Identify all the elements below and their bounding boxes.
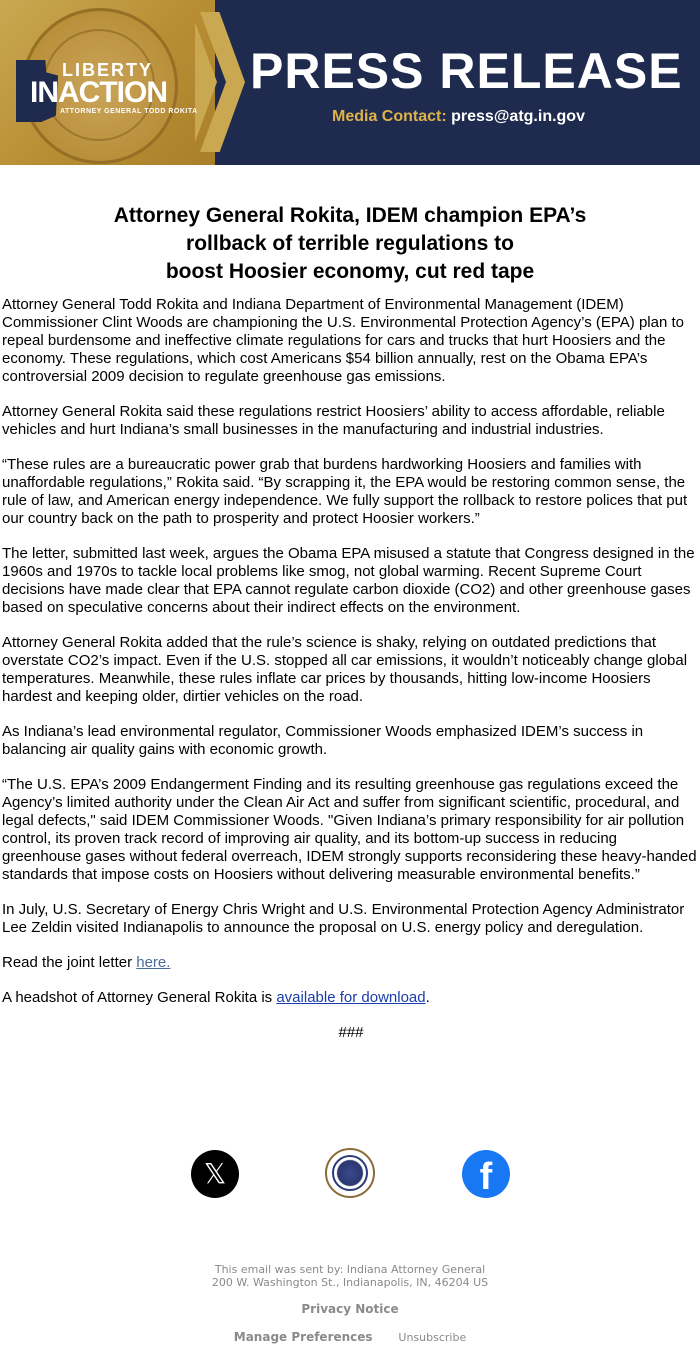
x-icon[interactable]: 𝕏	[191, 1150, 239, 1198]
press-release-banner	[0, 0, 700, 165]
headshot-paragraph	[2, 989, 700, 1007]
headline-line: boost Hoosier economy, cut red tape	[165, 260, 535, 283]
logo-inaction-text: INACTION	[30, 76, 167, 109]
end-marker: ###	[338, 1024, 364, 1041]
headline	[0, 202, 700, 286]
footer-sender	[0, 1263, 700, 1289]
logo-subtitle: ATTORNEY GENERAL TODD ROKITA	[60, 108, 198, 115]
period: .	[425, 989, 430, 1006]
paragraph: As Indiana’s lead environmental regulator, Commissioner Woods emphasized IDEM’s success in balancing air quality gains with economic growth.	[2, 723, 644, 758]
joint-letter-paragraph	[2, 954, 700, 972]
press-release-title: PRESS RELEASE	[250, 43, 683, 99]
facebook-icon[interactable]: f	[462, 1150, 510, 1198]
headshot-download-link[interactable]: available for download	[276, 989, 426, 1006]
seal-icon[interactable]	[325, 1148, 375, 1198]
logo-liberty-text: LIBERTY	[62, 60, 154, 80]
footer-sent-by: This email was sent by: Indiana Attorney General	[214, 1263, 486, 1276]
paragraph: “The U.S. EPA’s 2009 Endangerment Finding and its resulting greenhouse gas regulations exceed the Agency’s limited authority under the Clean Air Act and suffer from significant scientific, procedural, and legal defects," said IDEM Commissioner Woods. "Given Indiana’s primary responsibility for air pollution control, its proven track record of improving air quality, and its bottom-up success in reducing greenhouse gases without federal overreach, IDEM strongly supports reconsidering these heavy-handed standards that impose costs on Hoosiers without delivering measurable environmental benefits.”	[2, 776, 697, 883]
joint-letter-link[interactable]: here.	[136, 954, 171, 971]
joint-letter-text: Read the joint letter	[2, 954, 137, 971]
paragraph: Attorney General Todd Rokita and Indiana Department of Environmental Management (IDEM) Commissioner Clint Woods are championing the U.S. Environmental Protection Agency’s (EPA) plan to repeal burdensome and ineffective climate regulations for cars and trucks that hurt Hoosiers and the economy. These regulations, which cost Americans $54 billion annually, rest on the Obama EPA’s controversial 2009 decision to regulate greenhouse gas emissions.	[2, 296, 684, 385]
media-contact-email[interactable]: press@atg.in.gov	[451, 108, 585, 125]
media-contact	[332, 108, 585, 126]
paragraph: In July, U.S. Secretary of Energy Chris Wright and U.S. Environmental Protection Agency Administrator Lee Zeldin visited Indianapolis to announce the proposal on U.S. energy policy and deregulation.	[2, 901, 685, 936]
footer-links	[0, 1330, 700, 1344]
manage-preferences-link[interactable]: Manage Preferences	[233, 1330, 373, 1344]
privacy-notice-link[interactable]: Privacy Notice	[301, 1302, 399, 1316]
headshot-text: A headshot of Attorney General Rokita is	[2, 989, 277, 1006]
headline-line: Attorney General Rokita, IDEM champion EPA’s	[113, 204, 587, 227]
unsubscribe-link[interactable]: Unsubscribe	[398, 1331, 467, 1344]
paragraph: Attorney General Rokita said these regulations restrict Hoosiers’ ability to access affordable, reliable vehicles and hurt Indiana’s small businesses in the manufacturing and industrial industries.	[2, 403, 665, 438]
headline-line: rollback of terrible regulations to	[186, 232, 514, 255]
paragraph: “These rules are a bureaucratic power grab that burdens hardworking Hoosiers and families with unaffordable regulations,” Rokita said. “By scrapping it, the EPA would be restoring common sense, the rule of law, and American energy independence. We fully support the rollback to restore polices that put our country back on the path to prosperity and protect Hoosier workers.”	[2, 456, 688, 527]
footer-address: 200 W. Washington St., Indianapolis, IN, 46204 US	[211, 1276, 489, 1289]
paragraph: The letter, submitted last week, argues the Obama EPA misused a statute that Congress designed in the 1960s and 1970s to tackle local problems like smog, not global warming. Recent Supreme Court decisions have made clear that EPA cannot regulate carbon dioxide (CO2) and other greenhouse gases based on speculative concerns about their indirect effects on the environment.	[2, 545, 695, 616]
article-body	[2, 296, 700, 1059]
paragraph: Attorney General Rokita added that the rule’s science is shaky, relying on outdated predictions that overstate CO2’s impact. Even if the U.S. stopped all car emissions, it wouldn’t noticeably change global temperatures. Meanwhile, these rules inflate car prices by thousands, hitting low-income Hoosiers hardest and keeping older, dirtier vehicles on the road.	[2, 634, 688, 705]
media-contact-label: Media Contact:	[332, 108, 447, 125]
